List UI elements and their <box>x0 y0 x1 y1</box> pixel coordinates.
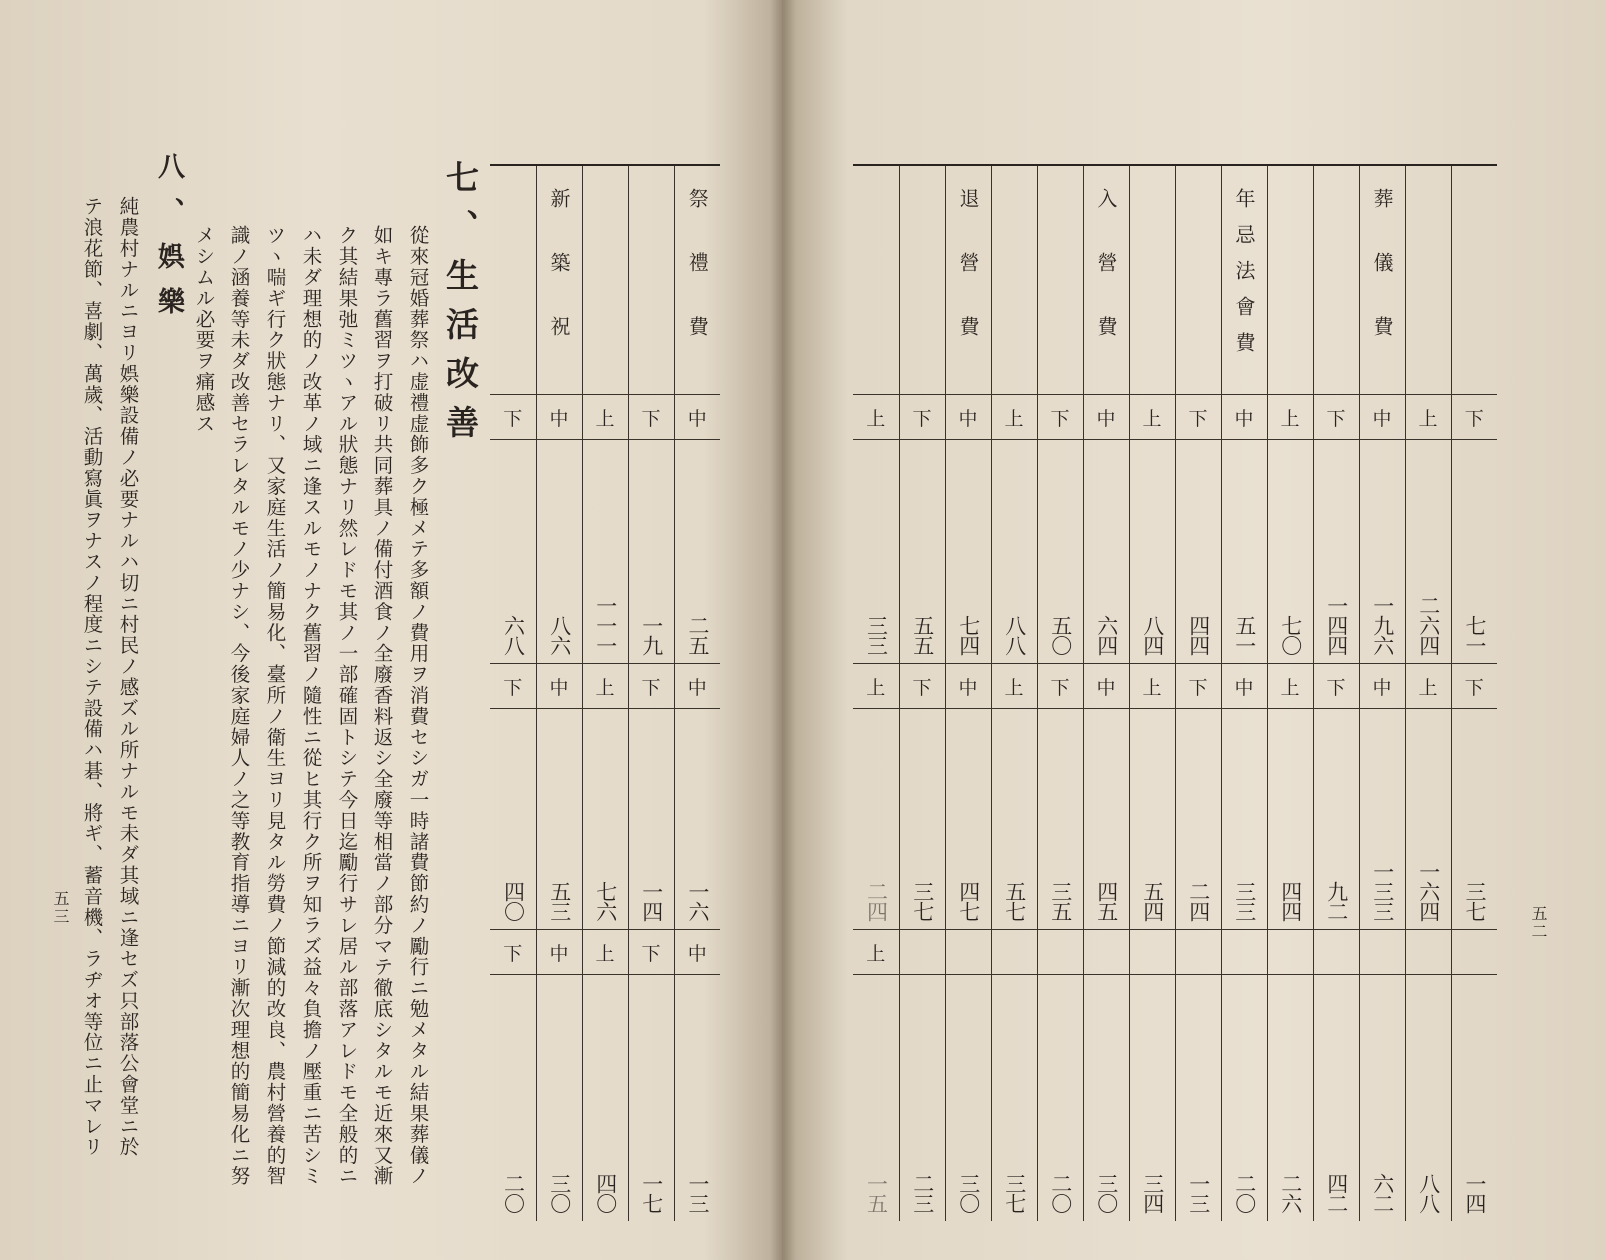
value-cell: 二六 <box>1267 975 1313 1222</box>
value-cell: 二五 <box>674 440 720 664</box>
value-cell: 一四 <box>1451 975 1497 1222</box>
rank-cell: 中 <box>1221 664 1267 709</box>
rank-cell: 上 <box>582 930 628 975</box>
rank-cell <box>899 930 945 975</box>
value-cell: 一一一 <box>582 440 628 664</box>
value-cell: 九二 <box>1313 709 1359 930</box>
value-cell: 五一 <box>1221 440 1267 664</box>
rank-cell: 下 <box>1451 664 1497 709</box>
rank-cell: 中 <box>1221 395 1267 440</box>
header-cell <box>628 165 674 395</box>
section-8-line-2: テ浪花節、喜劇、萬歲、活動寫眞ヲナスノ程度ニシテ設備ハ碁、將ギ、蓄音機、ラヂオ等位ニ止マレリ <box>80 196 104 1158</box>
expense-table-right <box>853 164 1497 1221</box>
rank-cell: 上 <box>1129 395 1175 440</box>
rank-cell: 中 <box>536 664 582 709</box>
rank-cell: 中 <box>536 930 582 975</box>
section-7-line-3: ク其結果弛ミツヽアル狀態ナリ然レドモ其ノ一部確固トシテ今日迄勵行サレ居ル部落アレドモ全般的ニ <box>335 225 359 1187</box>
section-8-line-1: 純農村ナルニヨリ娯樂設備ノ必要ナルハ切ニ村民ノ感ズル所ナルモ未ダ其域ニ逢セズ只部落公會堂ニ於 <box>116 196 140 1158</box>
rank-cell: 上 <box>582 395 628 440</box>
header-cell <box>899 165 945 395</box>
rank-cell <box>1221 930 1267 975</box>
rank-cell: 上 <box>853 930 899 975</box>
rank-cell: 下 <box>1037 664 1083 709</box>
value-cell: 五七 <box>991 709 1037 930</box>
value-cell: 七一 <box>1451 440 1497 664</box>
value-cell: 四七 <box>945 709 991 930</box>
rank-cell <box>1129 930 1175 975</box>
rank-cell: 下 <box>1313 664 1359 709</box>
rank-cell <box>991 930 1037 975</box>
value-cell: 七四 <box>945 440 991 664</box>
value-cell: 五三 <box>536 709 582 930</box>
header-cell-funeral: 葬儀費 <box>1359 165 1405 395</box>
rank-cell: 上 <box>582 664 628 709</box>
rank-cell: 中 <box>536 395 582 440</box>
value-cell: 八四 <box>1129 440 1175 664</box>
value-cell: 三七 <box>991 975 1037 1222</box>
value-cell: 一四 <box>628 709 674 930</box>
section-7-line-6: 識ノ涵養等未ダ改善セラレタルモノ少ナシ、今後家庭婦人ノ之等教育指導ニヨリ漸次理想的簡易化ニ努 <box>227 225 251 1187</box>
header-cell-new-house: 新築祝 <box>536 165 582 395</box>
page-number-right: 五二 <box>1529 905 1548 941</box>
rank-cell: 下 <box>899 395 945 440</box>
rank-cell <box>1313 930 1359 975</box>
value-cell: 四〇 <box>501 881 526 921</box>
value-cell: 四五 <box>1083 709 1129 930</box>
value-cell: 四二 <box>1313 975 1359 1222</box>
header-cell <box>582 165 628 395</box>
header-cell <box>1405 165 1451 395</box>
rank-cell: 下 <box>490 395 536 440</box>
value-cell: 二〇 <box>1221 975 1267 1222</box>
value-cell: 五〇 <box>1037 440 1083 664</box>
rank-cell: 上 <box>991 664 1037 709</box>
value-cell: 二〇 <box>501 1173 526 1213</box>
section-7-line-5: ツヽ喘ギ行ク狀態ナリ、又家庭生活ノ簡易化、臺所ノ衛生ヨリ見タル勞費ノ節減的改良、農村營養的智 <box>263 225 287 1187</box>
rank-cell: 下 <box>628 664 674 709</box>
rank-cell: 上 <box>1405 664 1451 709</box>
value-cell: 八六 <box>536 440 582 664</box>
header-cell <box>1313 165 1359 395</box>
section-7-heading: 七、生活改善 <box>441 160 480 454</box>
value-cell: 二四 <box>1175 709 1221 930</box>
value-cell: 一三三 <box>1359 709 1405 930</box>
value-cell: 三四 <box>1129 975 1175 1222</box>
value-cell: 八八 <box>1405 975 1451 1222</box>
header-cell <box>490 165 536 395</box>
value-cell: 七六 <box>582 709 628 930</box>
value-cell: 一七 <box>628 975 674 1222</box>
rank-cell: 中 <box>674 930 720 975</box>
value-cell: 二四 <box>864 881 889 921</box>
rank-cell: 中 <box>1083 664 1129 709</box>
rank-cell: 下 <box>1175 395 1221 440</box>
section-7-line-1: 從來冠婚葬祭ハ虚禮虚飾多ク極メテ多額ノ費用ヲ消費セシガ一時諸費節約ノ勵行ニ勉メタル結果葬儀ノ <box>406 225 430 1187</box>
rank-cell: 上 <box>991 395 1037 440</box>
rank-cell: 中 <box>1083 395 1129 440</box>
rank-cell: 上 <box>1267 395 1313 440</box>
value-cell: 五五 <box>899 440 945 664</box>
value-cell: 二〇 <box>1037 975 1083 1222</box>
rank-cell <box>1451 930 1497 975</box>
rank-cell <box>1083 930 1129 975</box>
value-cell: 四四 <box>1267 709 1313 930</box>
value-cell: 一六 <box>674 709 720 930</box>
rank-cell: 下 <box>490 930 536 975</box>
rank-cell: 下 <box>1175 664 1221 709</box>
rank-cell: 上 <box>853 395 899 440</box>
value-cell: 五四 <box>1129 709 1175 930</box>
value-cell: 八八 <box>991 440 1037 664</box>
rank-cell: 上 <box>1405 395 1451 440</box>
value-cell: 一三 <box>674 975 720 1222</box>
expense-table-left <box>490 164 720 1221</box>
rank-cell: 下 <box>490 664 536 709</box>
rank-cell: 下 <box>899 664 945 709</box>
value-cell: 二六四 <box>1405 440 1451 664</box>
section-7-line-2: 如キ專ラ舊習ヲ打破リ共同葬具ノ備付酒食ノ全廢香料返シ全廢等相當ノ部分マテ徹底シタルモ近來又漸 <box>370 225 394 1187</box>
header-cell <box>853 165 899 395</box>
header-cell <box>991 165 1037 395</box>
value-cell: 三七 <box>899 709 945 930</box>
rank-cell: 上 <box>1129 664 1175 709</box>
value-cell: 三三 <box>1221 709 1267 930</box>
value-cell: 四〇 <box>582 975 628 1222</box>
value-cell: 一三 <box>1175 975 1221 1222</box>
rank-cell: 中 <box>945 395 991 440</box>
rank-cell: 中 <box>945 664 991 709</box>
value-cell: 三〇 <box>536 975 582 1222</box>
rank-cell: 中 <box>674 664 720 709</box>
rank-cell: 下 <box>1451 395 1497 440</box>
value-cell: 一九 <box>628 440 674 664</box>
rank-cell: 下 <box>628 395 674 440</box>
rank-cell: 中 <box>674 395 720 440</box>
header-cell-memorial: 年忌法會費 <box>1221 165 1267 395</box>
rank-cell <box>1037 930 1083 975</box>
value-cell: 三〇 <box>945 975 991 1222</box>
rank-cell <box>1359 930 1405 975</box>
header-cell <box>1129 165 1175 395</box>
value-cell: 七〇 <box>1267 440 1313 664</box>
value-cell: 四四 <box>1175 440 1221 664</box>
value-cell: 一九六 <box>1359 440 1405 664</box>
rank-cell: 中 <box>1359 664 1405 709</box>
rank-cell: 上 <box>1267 664 1313 709</box>
header-cell-enlist: 入營費 <box>1083 165 1129 395</box>
header-cell-retire-service: 退營費 <box>945 165 991 395</box>
rank-cell <box>1267 930 1313 975</box>
rank-cell: 上 <box>853 664 899 709</box>
rank-cell: 下 <box>1037 395 1083 440</box>
value-cell: 三〇 <box>1083 975 1129 1222</box>
rank-cell: 下 <box>628 930 674 975</box>
value-cell: 一四四 <box>1313 440 1359 664</box>
value-cell: 六四 <box>1083 440 1129 664</box>
header-cell <box>1267 165 1313 395</box>
rank-cell <box>1175 930 1221 975</box>
value-cell: 六八 <box>501 615 526 655</box>
value-cell: 三三 <box>864 615 889 655</box>
header-cell-festival: 祭禮費 <box>674 165 720 395</box>
value-cell: 六二 <box>1359 975 1405 1222</box>
value-cell: 一五 <box>864 1173 889 1213</box>
rank-cell <box>945 930 991 975</box>
rank-cell: 中 <box>1359 395 1405 440</box>
section-7-line-4: ハ未ダ理想的ノ改革ノ域ニ逢スルモノナク舊習ノ隨性ニ從ヒ其行ク所ヲ知ラズ益々負擔ノ壓重ニ苦シミ <box>299 225 323 1187</box>
header-cell <box>1037 165 1083 395</box>
page-number-left: 五三 <box>51 890 70 926</box>
book-gutter <box>770 0 796 1260</box>
rank-cell: 下 <box>1313 395 1359 440</box>
section-8-heading: 八、娯樂 <box>153 152 184 332</box>
rank-cell <box>1405 930 1451 975</box>
value-cell: 一六四 <box>1405 709 1451 930</box>
value-cell: 三七 <box>1451 709 1497 930</box>
header-cell <box>1451 165 1497 395</box>
value-cell: 三五 <box>1037 709 1083 930</box>
header-cell <box>1175 165 1221 395</box>
section-7-line-7: メシムル必要ヲ痛感ス <box>192 225 216 434</box>
value-cell: 二三 <box>899 975 945 1222</box>
